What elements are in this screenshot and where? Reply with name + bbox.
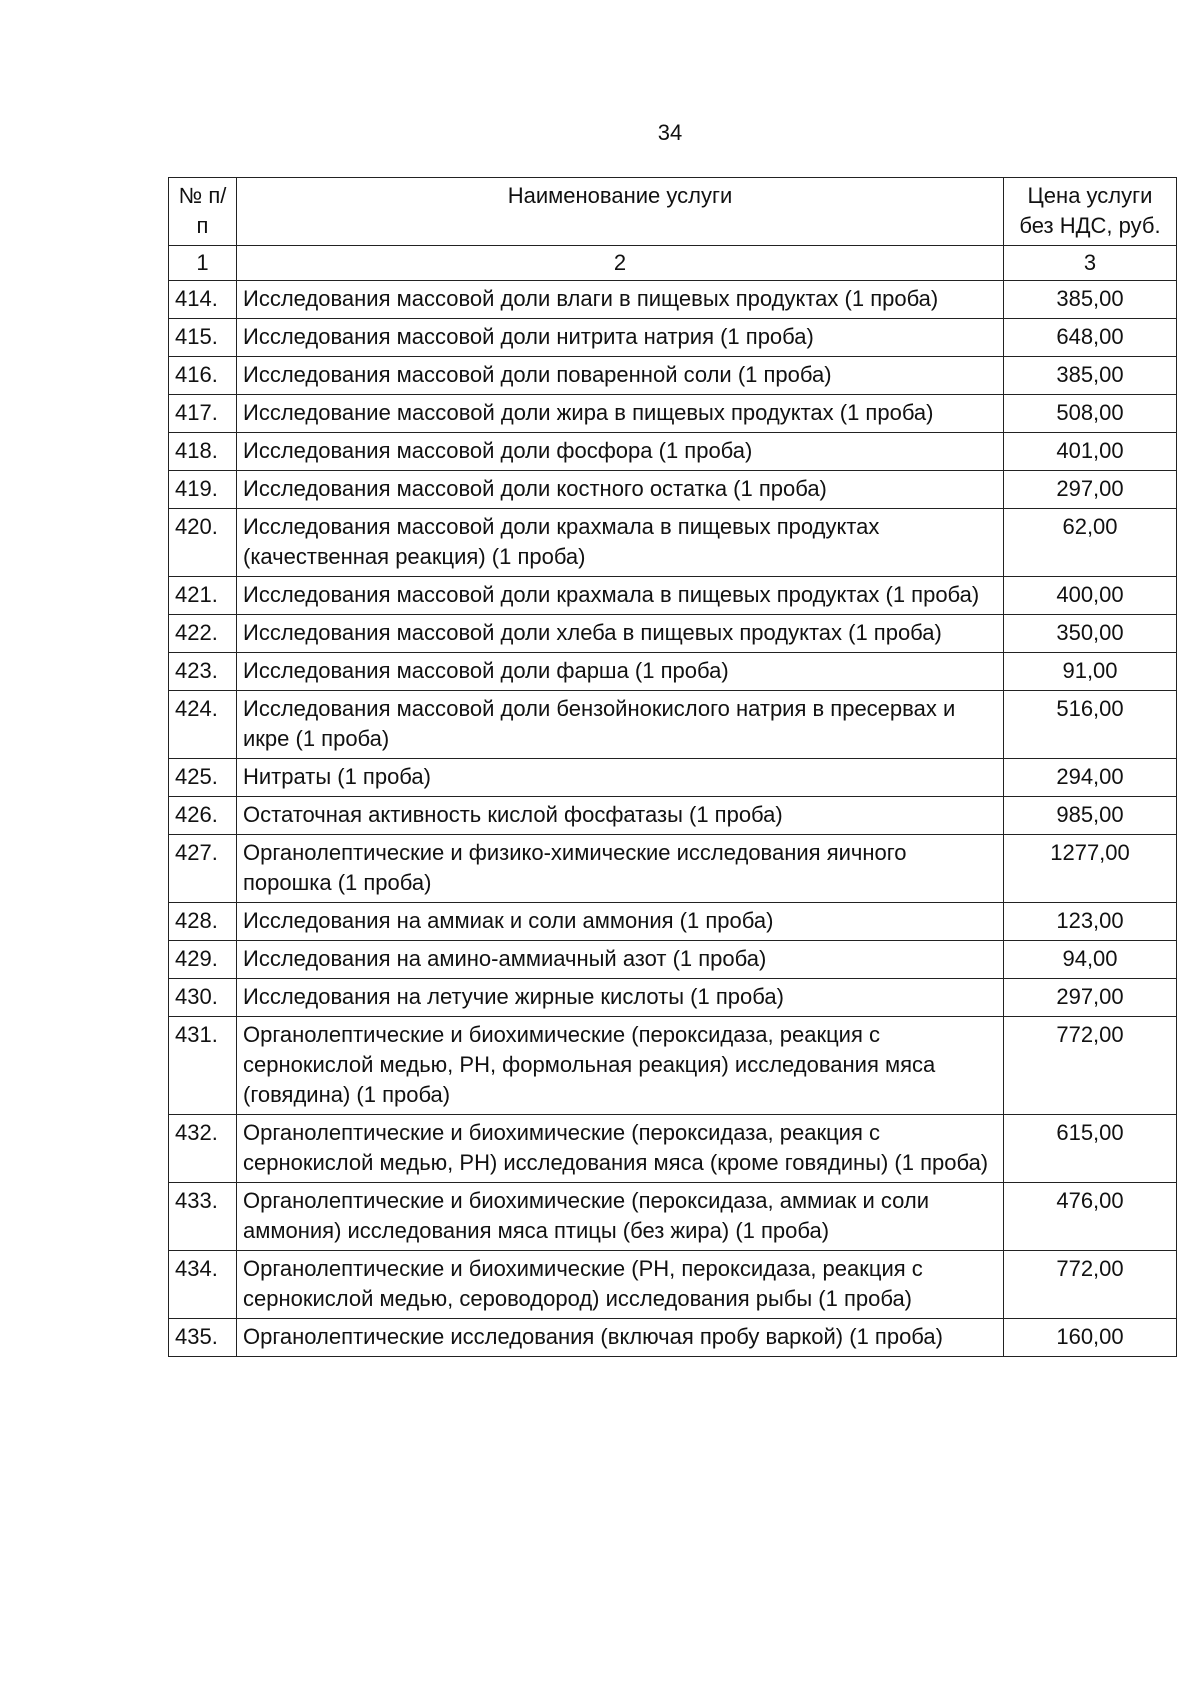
column-index: 2 bbox=[237, 246, 1004, 281]
service-price: 400,00 bbox=[1004, 577, 1177, 615]
row-number: 435. bbox=[169, 1319, 237, 1357]
service-name: Исследования массовой доли крахмала в пищевых продуктах (качественная реакция) (1 проба) bbox=[237, 509, 1004, 577]
service-price: 615,00 bbox=[1004, 1115, 1177, 1183]
service-name: Нитраты (1 проба) bbox=[237, 759, 1004, 797]
row-number: 426. bbox=[169, 797, 237, 835]
service-name: Органолептические исследования (включая пробу варкой) (1 проба) bbox=[237, 1319, 1004, 1357]
table-row bbox=[169, 1183, 1177, 1251]
table-row bbox=[169, 509, 1177, 577]
row-number: 432. bbox=[169, 1115, 237, 1183]
service-price: 62,00 bbox=[1004, 509, 1177, 577]
service-price: 91,00 bbox=[1004, 653, 1177, 691]
row-number: 422. bbox=[169, 615, 237, 653]
table-row bbox=[169, 759, 1177, 797]
column-index-row bbox=[169, 246, 1177, 281]
service-name: Исследования на аммиак и соли аммония (1 проба) bbox=[237, 903, 1004, 941]
row-number: 429. bbox=[169, 941, 237, 979]
row-number: 420. bbox=[169, 509, 237, 577]
table-row bbox=[169, 941, 1177, 979]
service-price: 297,00 bbox=[1004, 979, 1177, 1017]
service-name: Исследования массовой доли хлеба в пищевых продуктах (1 проба) bbox=[237, 615, 1004, 653]
service-price: 772,00 bbox=[1004, 1251, 1177, 1319]
table-row bbox=[169, 281, 1177, 319]
table-row bbox=[169, 1017, 1177, 1115]
service-name: Исследование массовой доли жира в пищевых продуктах (1 проба) bbox=[237, 395, 1004, 433]
table-row bbox=[169, 433, 1177, 471]
header-price: Цена услуги без НДС, руб. bbox=[1004, 178, 1177, 246]
table-row bbox=[169, 835, 1177, 903]
service-price: 94,00 bbox=[1004, 941, 1177, 979]
table-row bbox=[169, 577, 1177, 615]
service-name: Исследования массовой доли влаги в пищевых продуктах (1 проба) bbox=[237, 281, 1004, 319]
service-price: 508,00 bbox=[1004, 395, 1177, 433]
table-body bbox=[169, 281, 1177, 1357]
header-num: № п/п bbox=[169, 178, 237, 246]
row-number: 419. bbox=[169, 471, 237, 509]
service-price: 350,00 bbox=[1004, 615, 1177, 653]
service-price: 648,00 bbox=[1004, 319, 1177, 357]
row-number: 423. bbox=[169, 653, 237, 691]
row-number: 421. bbox=[169, 577, 237, 615]
table-row bbox=[169, 1115, 1177, 1183]
service-price: 985,00 bbox=[1004, 797, 1177, 835]
table-row bbox=[169, 691, 1177, 759]
row-number: 430. bbox=[169, 979, 237, 1017]
table-row bbox=[169, 395, 1177, 433]
table-row bbox=[169, 471, 1177, 509]
service-name: Исследования на амино-аммиачный азот (1 проба) bbox=[237, 941, 1004, 979]
table-row bbox=[169, 797, 1177, 835]
service-name: Исследования массовой доли костного остатка (1 проба) bbox=[237, 471, 1004, 509]
table-row bbox=[169, 653, 1177, 691]
table-header bbox=[169, 178, 1177, 281]
service-price: 297,00 bbox=[1004, 471, 1177, 509]
row-number: 425. bbox=[169, 759, 237, 797]
service-price: 476,00 bbox=[1004, 1183, 1177, 1251]
table-row bbox=[169, 1319, 1177, 1357]
service-name: Исследования массовой доли нитрита натрия (1 проба) bbox=[237, 319, 1004, 357]
column-index: 1 bbox=[169, 246, 237, 281]
table-row bbox=[169, 357, 1177, 395]
row-number: 414. bbox=[169, 281, 237, 319]
row-number: 415. bbox=[169, 319, 237, 357]
table-row bbox=[169, 615, 1177, 653]
service-name: Исследования массовой доли крахмала в пищевых продуктах (1 проба) bbox=[237, 577, 1004, 615]
service-name: Органолептические и биохимические (пероксидаза, реакция с сернокислой медью, РН, формольная реакция) исследования мяса (говядина) (1 проба) bbox=[237, 1017, 1004, 1115]
row-number: 417. bbox=[169, 395, 237, 433]
service-name: Органолептические и биохимические (РН, пероксидаза, реакция с сернокислой медью, сероводород) исследования рыбы (1 проба) bbox=[237, 1251, 1004, 1319]
service-price: 401,00 bbox=[1004, 433, 1177, 471]
table-row bbox=[169, 903, 1177, 941]
service-name: Остаточная активность кислой фосфатазы (1 проба) bbox=[237, 797, 1004, 835]
row-number: 434. bbox=[169, 1251, 237, 1319]
row-number: 428. bbox=[169, 903, 237, 941]
service-price: 1277,00 bbox=[1004, 835, 1177, 903]
service-price: 385,00 bbox=[1004, 357, 1177, 395]
service-name: Исследования на летучие жирные кислоты (1 проба) bbox=[237, 979, 1004, 1017]
row-number: 433. bbox=[169, 1183, 237, 1251]
row-number: 416. bbox=[169, 357, 237, 395]
service-name: Органолептические и физико-химические исследования яичного порошка (1 проба) bbox=[237, 835, 1004, 903]
service-name: Органолептические и биохимические (пероксидаза, реакция с сернокислой медью, РН) исследования мяса (кроме говядины) (1 проба) bbox=[237, 1115, 1004, 1183]
row-number: 424. bbox=[169, 691, 237, 759]
table-row bbox=[169, 319, 1177, 357]
service-price: 294,00 bbox=[1004, 759, 1177, 797]
service-price: 123,00 bbox=[1004, 903, 1177, 941]
service-name: Исследования массовой доли бензойнокислого натрия в пресервах и икре (1 проба) bbox=[237, 691, 1004, 759]
service-price: 516,00 bbox=[1004, 691, 1177, 759]
service-price: 772,00 bbox=[1004, 1017, 1177, 1115]
service-name: Исследования массовой доли фарша (1 проба) bbox=[237, 653, 1004, 691]
column-index: 3 bbox=[1004, 246, 1177, 281]
row-number: 431. bbox=[169, 1017, 237, 1115]
service-name: Исследования массовой доли поваренной соли (1 проба) bbox=[237, 357, 1004, 395]
service-price: 160,00 bbox=[1004, 1319, 1177, 1357]
table-row bbox=[169, 979, 1177, 1017]
header-name: Наименование услуги bbox=[237, 178, 1004, 246]
header-row bbox=[169, 178, 1177, 246]
price-table bbox=[168, 177, 1177, 1357]
service-price: 385,00 bbox=[1004, 281, 1177, 319]
service-name: Органолептические и биохимические (пероксидаза, аммиак и соли аммония) исследования мяса птицы (без жира) (1 проба) bbox=[237, 1183, 1004, 1251]
table-row bbox=[169, 1251, 1177, 1319]
row-number: 418. bbox=[169, 433, 237, 471]
page-number: 34 bbox=[657, 120, 683, 145]
service-name: Исследования массовой доли фосфора (1 проба) bbox=[237, 433, 1004, 471]
row-number: 427. bbox=[169, 835, 237, 903]
